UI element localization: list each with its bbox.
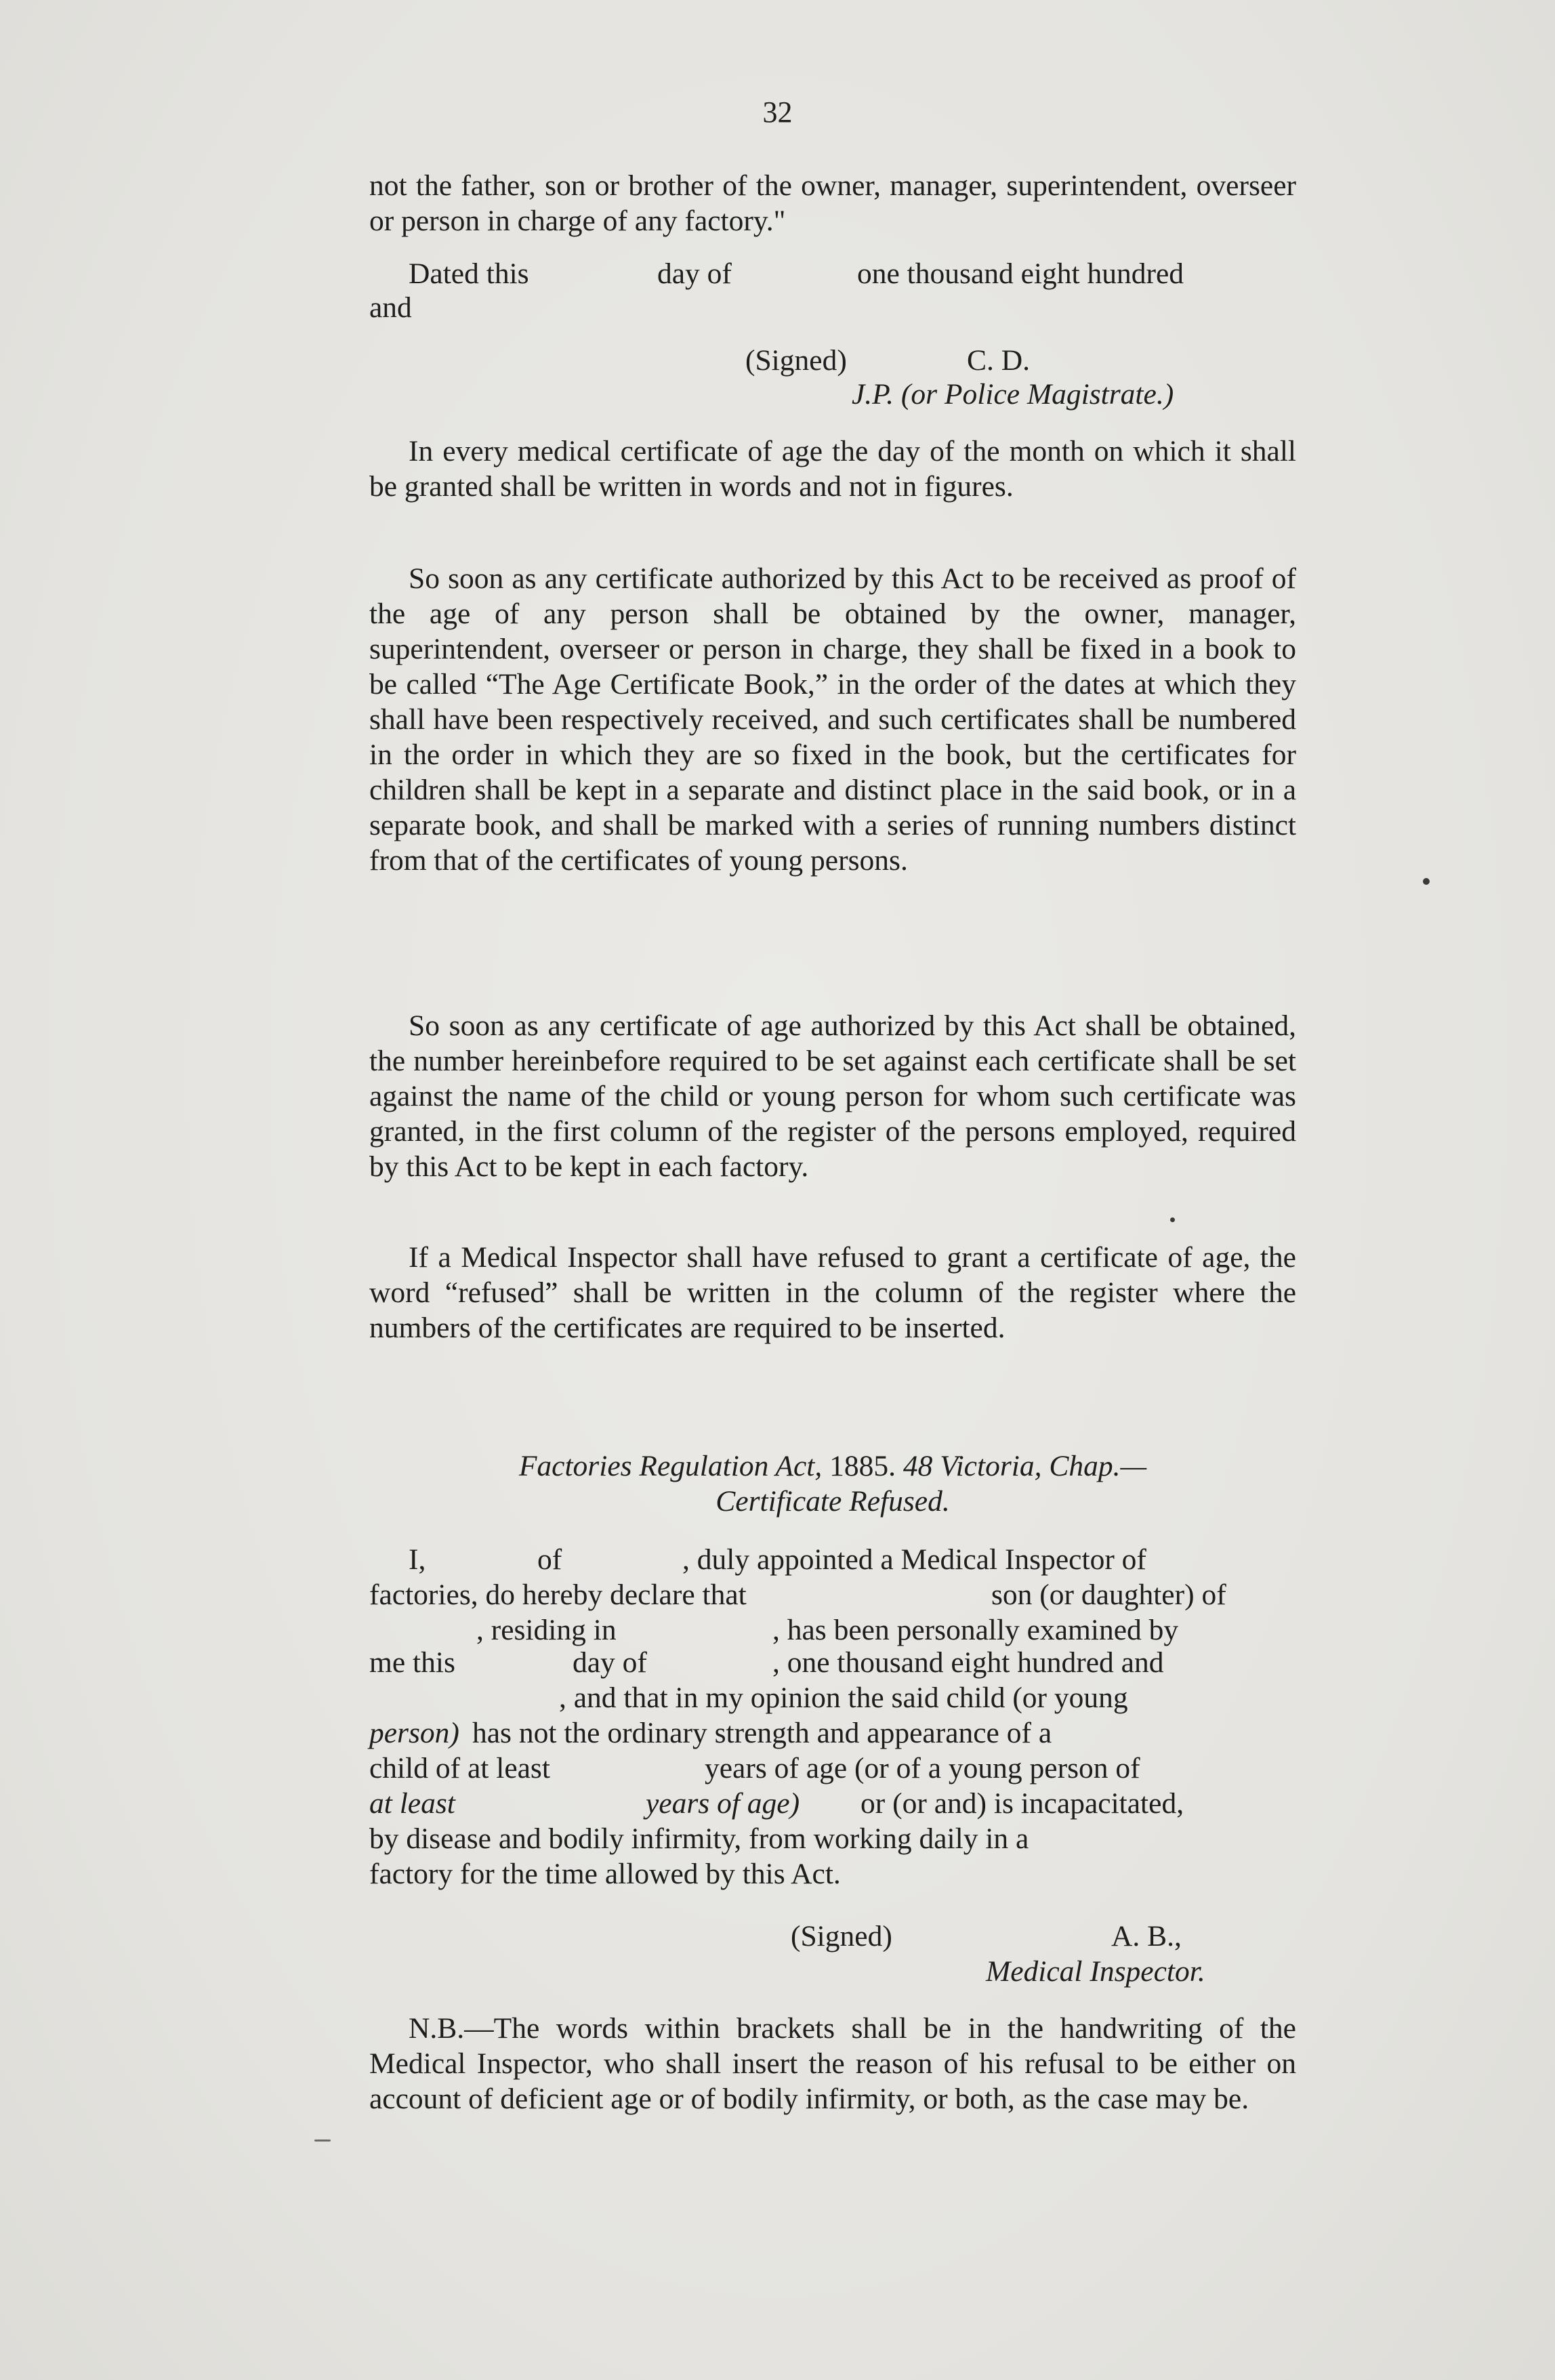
scan-speck	[1170, 1217, 1175, 1222]
form-strength: has not the ordinary strength and appearance of a	[472, 1717, 1052, 1749]
form-opinion: , and that in my opinion the said child (or young	[559, 1682, 1128, 1714]
form-person: person)	[369, 1717, 459, 1749]
signatory-name: C. D.	[967, 344, 1031, 377]
signed-label-two: (Signed)	[791, 1920, 892, 1953]
form-at-least: at least	[369, 1787, 455, 1820]
inspector-title: Medical Inspector.	[986, 1955, 1205, 1988]
form-residing: , residing in	[476, 1614, 617, 1646]
form-me-this: me this	[369, 1646, 455, 1679]
form-incapacitated: or (or and) is incapacitated,	[861, 1787, 1184, 1820]
form-disease: by disease and bodily infirmity, from working daily in a	[369, 1822, 1029, 1855]
form-years-of-age-bracket: years of age)	[646, 1787, 800, 1820]
form-year-phrase: , one thousand eight hundred and	[772, 1646, 1164, 1679]
act-name: Factories Regulation Act,	[518, 1450, 823, 1482]
note-paragraph: N.B.—The words within brackets shall be in the handwriting of the Medical Inspector, who shall insert the reason of his refusal to be either on account of deficient age or of bodily infirmity, or both, as the case may be.	[369, 2012, 1296, 2115]
form-time-allowed: factory for the time allowed by this Act.	[369, 1858, 841, 1890]
form-years-of-age: years of age (or of a young person of	[705, 1752, 1140, 1784]
paragraph-refused: If a Medical Inspector shall have refused to grant a certificate of age, the word “refused” shall be written in the column of the register where the numbers of the certificates are required to be inserted.	[369, 1241, 1296, 1344]
paragraph-certificate-number: So soon as any certificate of age authorized by this Act shall be obtained, the number hereinbefore required to be set against each certificate shall be set against the name of the child or young person for whom such certificate was granted, in the first column of the register of the persons employed, required by this Act to be kept in each factory.	[369, 1009, 1296, 1183]
scan-mark	[314, 2139, 331, 2142]
signed-label: (Signed)	[745, 344, 847, 377]
form-title: Certificate Refused.	[716, 1485, 950, 1518]
act-year: 1885.	[829, 1450, 896, 1482]
signatory-title: J.P. (or Police Magistrate.)	[852, 378, 1174, 411]
page-number: 32	[762, 96, 793, 129]
and-label: and	[369, 291, 412, 324]
form-of: of	[537, 1543, 562, 1576]
form-title-row	[369, 1484, 1296, 1519]
form-i: I,	[409, 1543, 426, 1576]
form-day-of: day of	[573, 1646, 647, 1679]
year-phrase: one thousand eight hundred	[857, 257, 1184, 290]
paragraph-day-in-words: In every medical certificate of age the day of the month on which it shall be granted shall be written in words and not in figures.	[369, 435, 1296, 503]
day-of-label: day of	[657, 257, 732, 290]
scan-speck	[1423, 878, 1430, 885]
dated-this-label: Dated this	[409, 257, 529, 290]
form-inspector-phrase: , duly appointed a Medical Inspector of	[682, 1543, 1146, 1576]
inspector-name: A. B.,	[1111, 1920, 1182, 1953]
form-child-at-least: child of at least	[369, 1752, 550, 1784]
act-reference: 48 Victoria, Chap.—	[903, 1450, 1147, 1482]
form-son-daughter: son (or daughter) of	[991, 1579, 1226, 1611]
continuation-paragraph: not the father, son or brother of the owner, manager, superintendent, overseer or person in charge of any factory."	[369, 169, 1296, 237]
form-declare: factories, do hereby declare that	[369, 1579, 747, 1611]
paragraph-age-certificate-book: So soon as any certificate authorized by this Act to be received as proof of the age of any person shall be obtained by the owner, manager, superintendent, overseer or person in charge, they shall be fixed in a book to be called “The Age Certificate Book,” in the order of the dates at which they shall have been respectively received, and such certificates shall be numbered in the order in which they are so fixed in the book, but the certificates for children shall be kept in a separate and distinct place in the said book, or in a separate book, and shall be marked with a series of running numbers distinct from that of the certificates of young persons.	[369, 562, 1296, 877]
form-examined: , has been personally examined by	[772, 1614, 1179, 1646]
form-heading	[369, 1448, 1296, 1484]
